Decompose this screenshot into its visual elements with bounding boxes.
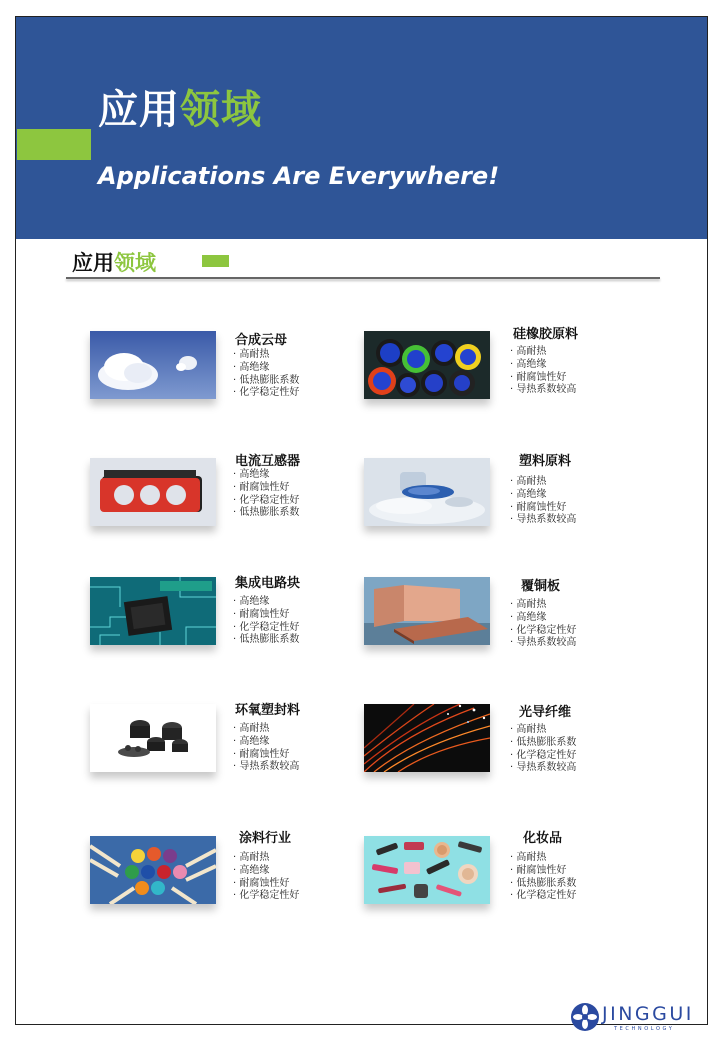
- jinggui-flower-icon: [570, 1002, 600, 1032]
- feature-item: · 导热系数较高: [510, 514, 576, 527]
- integrated-circuit-photo: [90, 577, 216, 645]
- app-name-cosmetics: 化妆品: [523, 831, 563, 846]
- feature-item: · 高绝缘: [233, 596, 299, 609]
- feature-item: · 高绝缘: [510, 489, 576, 502]
- header-title-white: 应用: [98, 87, 180, 133]
- section-divider: [66, 277, 660, 279]
- feature-list-copper-clad-board: [510, 599, 576, 650]
- feature-item: · 低热膨胀系数: [233, 634, 299, 647]
- feature-item: · 化学稳定性好: [510, 890, 576, 903]
- section-title-black: 应用: [72, 251, 114, 275]
- feature-item: · 低热膨胀系数: [510, 737, 576, 750]
- feature-item: · 高耐热: [233, 852, 299, 865]
- feature-list-cosmetics: [510, 852, 576, 903]
- app-name-plastic-raw: 塑料原料: [519, 454, 572, 469]
- synthetic-mica-photo: [90, 331, 216, 399]
- feature-item: · 耐腐蚀性好: [233, 878, 299, 891]
- app-name-integrated-circuit: 集成电路块: [235, 576, 301, 591]
- feature-item: · 导热系数较高: [510, 384, 576, 397]
- feature-list-silicone-rubber: [510, 346, 576, 397]
- feature-item: · 化学稳定性好: [233, 387, 299, 400]
- feature-item: · 化学稳定性好: [233, 622, 299, 635]
- feature-item: · 耐腐蚀性好: [233, 482, 299, 495]
- header-title: [98, 84, 262, 136]
- feature-item: · 高耐热: [510, 852, 576, 865]
- feature-item: · 高绝缘: [510, 359, 576, 372]
- feature-item: · 高耐热: [233, 723, 299, 736]
- feature-item: · 高耐热: [233, 349, 299, 362]
- feature-item: · 化学稳定性好: [233, 495, 299, 508]
- feature-item: · 导热系数较高: [510, 762, 576, 775]
- plastic-pellets-photo: [364, 458, 490, 526]
- feature-item: · 低热膨胀系数: [510, 878, 576, 891]
- feature-item: · 高绝缘: [233, 469, 299, 482]
- jinggui-logo: [570, 1000, 694, 1036]
- section-accent-bar: [202, 255, 229, 267]
- feature-list-current-transformer: [233, 469, 299, 520]
- cosmetics-photo: [364, 836, 490, 904]
- feature-item: · 导热系数较高: [510, 637, 576, 650]
- feature-item: · 高耐热: [510, 724, 576, 737]
- feature-list-paint-industry: [233, 852, 299, 903]
- feature-item: · 高绝缘: [233, 736, 299, 749]
- section-title-green: 领域: [114, 251, 156, 275]
- feature-item: · 高绝缘: [233, 865, 299, 878]
- header-title-green: 领域: [180, 87, 262, 133]
- logo-tagline: TECHNOLOGY: [614, 1026, 675, 1032]
- feature-item: · 耐腐蚀性好: [510, 372, 576, 385]
- epoxy-molding-compound-photo: [90, 704, 216, 772]
- paint-coatings-photo: [90, 836, 216, 904]
- optical-fiber-photo: [364, 704, 490, 772]
- app-name-paint-industry: 涂料行业: [239, 831, 292, 846]
- app-name-optical-fiber: 光导纤维: [519, 705, 572, 720]
- header-subtitle: Applications Are Everywhere!: [98, 162, 500, 190]
- feature-list-epoxy-molding: [233, 723, 299, 774]
- feature-item: · 高绝缘: [510, 612, 576, 625]
- feature-item: · 耐腐蚀性好: [510, 865, 576, 878]
- feature-item: · 高耐热: [510, 346, 576, 359]
- silicone-tubes-photo: [364, 331, 490, 399]
- app-name-copper-clad-board: 覆铜板: [521, 579, 561, 594]
- app-name-synthetic-mica: 合成云母: [235, 333, 288, 348]
- feature-item: · 高耐热: [510, 476, 576, 489]
- feature-item: · 低热膨胀系数: [233, 507, 299, 520]
- feature-list-integrated-circuit: [233, 596, 299, 647]
- feature-item: · 耐腐蚀性好: [510, 502, 576, 515]
- feature-item: · 化学稳定性好: [510, 625, 576, 638]
- feature-item: · 化学稳定性好: [233, 890, 299, 903]
- feature-item: · 高耐热: [510, 599, 576, 612]
- feature-item: · 高绝缘: [233, 362, 299, 375]
- feature-list-optical-fiber: [510, 724, 576, 775]
- app-name-silicone-rubber: 硅橡胶原料: [513, 327, 579, 342]
- feature-list-synthetic-mica: [233, 349, 299, 400]
- app-name-epoxy-molding: 环氧塑封料: [235, 703, 301, 718]
- feature-item: · 耐腐蚀性好: [233, 749, 299, 762]
- feature-item: · 耐腐蚀性好: [233, 609, 299, 622]
- feature-list-plastic-raw: [510, 476, 576, 527]
- logo-wordmark: JINGGUI: [602, 1003, 694, 1025]
- current-transformer-photo: [90, 458, 216, 526]
- feature-item: · 化学稳定性好: [510, 750, 576, 763]
- app-name-current-transformer: 电流互感器: [235, 454, 301, 469]
- section-title: [72, 248, 156, 278]
- copper-clad-board-photo: [364, 577, 490, 645]
- header-accent-bar: [17, 129, 91, 160]
- feature-item: · 低热膨胀系数: [233, 375, 299, 388]
- feature-item: · 导热系数较高: [233, 761, 299, 774]
